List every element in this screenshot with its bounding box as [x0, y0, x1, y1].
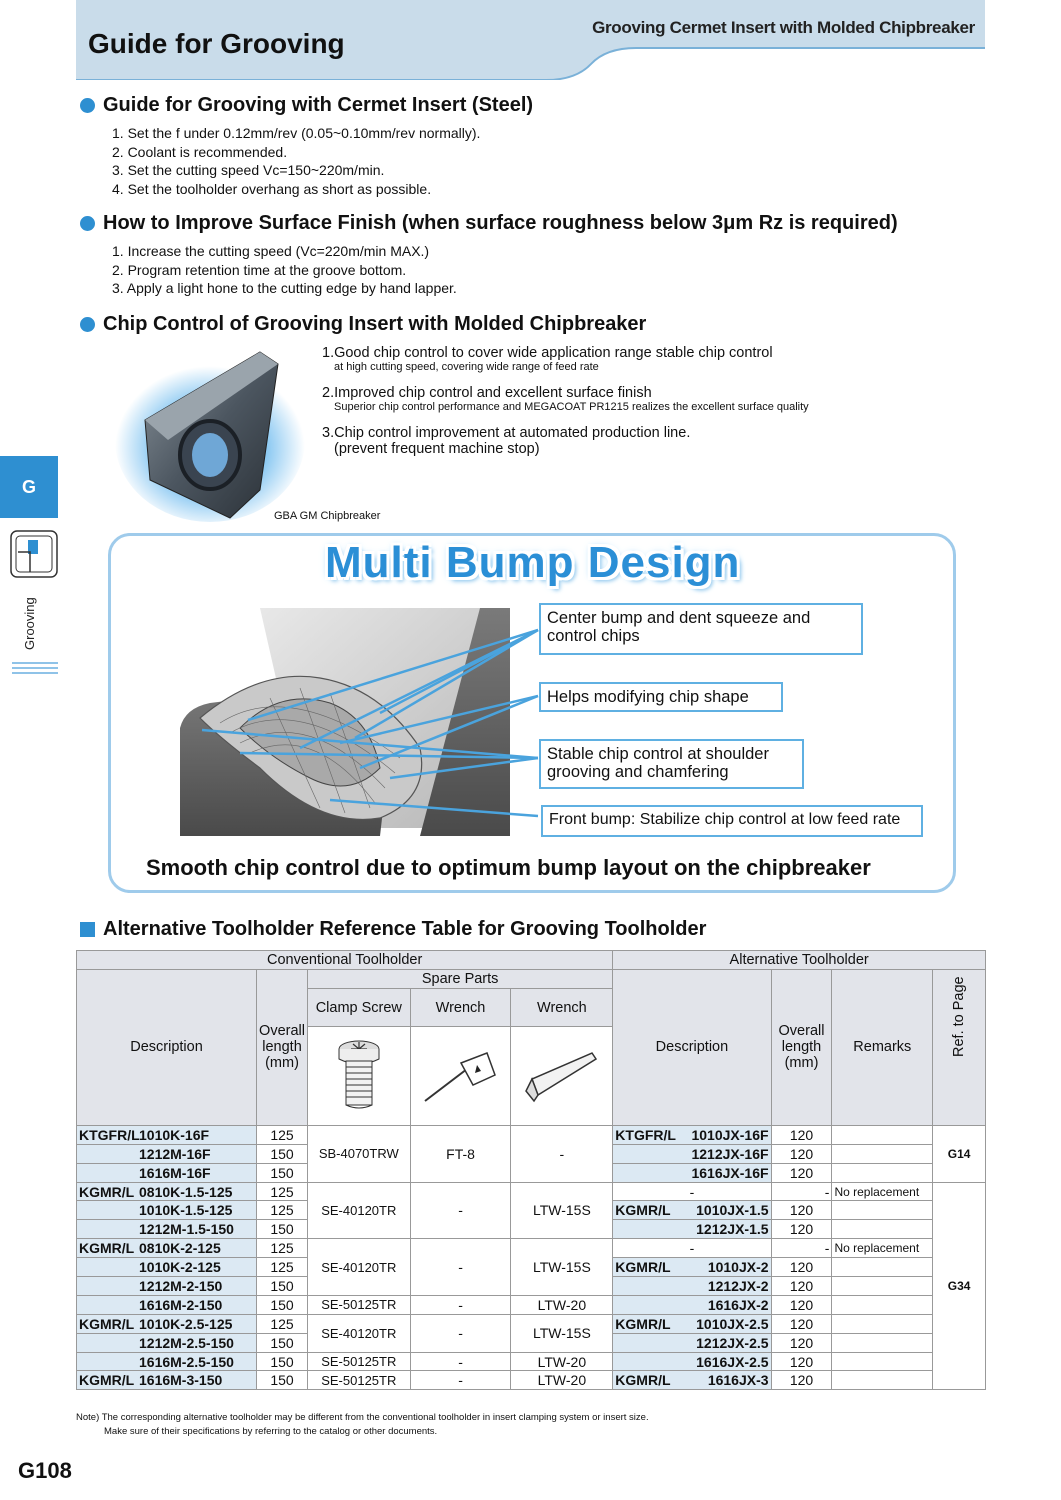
remarks — [832, 1258, 933, 1277]
conv-length: 125 — [257, 1201, 308, 1220]
wrench2-value: LTW-20 — [511, 1352, 613, 1371]
alt-length: 120 — [771, 1371, 832, 1390]
conv-description: 1212M-16F — [77, 1144, 257, 1163]
table-row — [77, 1125, 986, 1144]
remarks — [832, 1144, 933, 1163]
remarks — [832, 1163, 933, 1182]
alt-description: 1616JX-2 — [613, 1295, 771, 1314]
conv-description: KGMR/L 0810K-1.5-125 — [77, 1182, 257, 1201]
list-item: 2. Coolant is recommended. — [112, 143, 288, 160]
list-item: 1.Good chip control to cover wide application range stable chip control — [322, 345, 773, 361]
wrench1-value: - — [410, 1314, 511, 1352]
header-ref-page — [933, 969, 986, 1125]
clamp-screw-value: SE-40120TR — [307, 1182, 410, 1239]
conv-length: 125 — [257, 1239, 308, 1258]
conv-length: 125 — [257, 1314, 308, 1333]
page-subtitle: Grooving Cermet Insert with Molded Chipbreaker — [592, 18, 975, 37]
conv-length: 150 — [257, 1295, 308, 1314]
callout-chip-shape: Helps modifying chip shape — [539, 682, 783, 712]
header-remarks: Remarks — [832, 969, 933, 1125]
section2-heading: How to Improve Surface Finish (when surface roughness below 3μm Rz is required) — [80, 212, 898, 235]
insert-image — [110, 340, 310, 525]
table-row — [77, 1182, 986, 1201]
conv-description: 1616M-16F — [77, 1163, 257, 1182]
table-note — [76, 1411, 649, 1439]
alt-length: - — [771, 1182, 832, 1201]
list-item: 3.Chip control improvement at automated production line. — [322, 425, 691, 441]
wrench2-value: LTW-15S — [511, 1314, 613, 1352]
remarks: No replacement — [832, 1182, 933, 1201]
conv-length: 150 — [257, 1333, 308, 1352]
wrench-2-image — [511, 1027, 613, 1126]
section3-list — [322, 345, 809, 457]
alt-length: - — [771, 1239, 832, 1258]
alt-length: 120 — [771, 1258, 832, 1277]
alt-length: 120 — [771, 1277, 832, 1296]
conv-description: 1010K-2-125 — [77, 1258, 257, 1277]
wrench1-value: - — [410, 1295, 511, 1314]
conv-description: KGMR/L 1616M-3-150 — [77, 1371, 257, 1390]
list-item-detail: Superior chip control performance and MEGACOAT PR1215 realizes the excellent surface quality — [334, 401, 809, 413]
alt-description: 1212JX-16F — [613, 1144, 771, 1163]
ref-page[interactable]: G14 — [933, 1125, 986, 1182]
alt-length: 120 — [771, 1220, 832, 1239]
list-item: 2. Program retention time at the groove bottom. — [112, 261, 407, 278]
remarks — [832, 1201, 933, 1220]
header-description: Description — [77, 969, 257, 1125]
alt-description: 1212JX-2.5 — [613, 1333, 771, 1352]
alt-length: 120 — [771, 1163, 832, 1182]
remarks — [832, 1220, 933, 1239]
header-clamp-screw: Clamp Screw — [307, 988, 410, 1026]
wrench2-value: LTW-15S — [511, 1239, 613, 1296]
remarks — [832, 1371, 933, 1390]
wrench-1-image — [410, 1027, 511, 1126]
remarks — [832, 1277, 933, 1296]
wrench2-value: - — [511, 1125, 613, 1182]
header-alt-description: Description — [613, 969, 771, 1125]
multi-bump-title: Multi Bump Design — [325, 538, 741, 587]
section1-list — [112, 124, 480, 198]
insert-image-caption: GBA GM Chipbreaker — [274, 510, 381, 522]
list-item: 3. Apply a light hone to the cutting edge by hand lapper. — [112, 280, 457, 296]
conv-length: 150 — [257, 1163, 308, 1182]
table-row — [77, 1239, 986, 1258]
wrench1-value: FT-8 — [410, 1125, 511, 1182]
remarks — [832, 1295, 933, 1314]
table-row — [77, 1314, 986, 1333]
wrench1-value: - — [410, 1239, 511, 1296]
conv-description: 1212M-2.5-150 — [77, 1333, 257, 1352]
table-row — [77, 1371, 986, 1390]
header-overall-length: Overall length (mm) — [257, 969, 308, 1125]
header-wrench-2: Wrench — [511, 988, 613, 1026]
page-number: G108 — [18, 1458, 72, 1483]
conv-description: KGMR/L 0810K-2-125 — [77, 1239, 257, 1258]
note-line: Make sure of their specifications by referring to the catalog or other documents. — [104, 1426, 438, 1437]
torx-wrench-icon — [421, 1045, 501, 1105]
alt-length: 120 — [771, 1144, 832, 1163]
bullet-square-icon — [80, 922, 95, 937]
alt-description: - — [613, 1182, 771, 1201]
table-row — [77, 1352, 986, 1371]
wrench1-value: - — [410, 1371, 511, 1390]
bullet-icon — [80, 98, 95, 113]
list-item: 1. Set the f under 0.12mm/rev (0.05~0.10mm/rev normally). — [112, 125, 481, 141]
callout-shoulder-grooving: Stable chip control at shoulder grooving and chamfering — [539, 739, 804, 789]
alt-description: KTGFR/L 1010JX-16F — [613, 1125, 771, 1144]
grooving-icon — [10, 530, 58, 578]
header-alternative: Alternative Toolholder — [613, 951, 986, 970]
conv-description: 1616M-2.5-150 — [77, 1352, 257, 1371]
alt-description: 1212JX-2 — [613, 1277, 771, 1296]
section1-heading: Guide for Grooving with Cermet Insert (Steel) — [80, 94, 533, 117]
remarks — [832, 1333, 933, 1352]
clamp-screw-value: SB-4070TRW — [307, 1125, 410, 1182]
side-tab-stripes — [12, 662, 58, 677]
clamp-screw-value: SE-40120TR — [307, 1239, 410, 1296]
header-alt-overall-length: Overall length (mm) — [771, 969, 832, 1125]
alt-length: 120 — [771, 1295, 832, 1314]
alt-description: 1616JX-2.5 — [613, 1352, 771, 1371]
conv-length: 150 — [257, 1220, 308, 1239]
alt-length: 120 — [771, 1125, 832, 1144]
callout-leader-lines — [180, 608, 560, 838]
multi-bump-footer: Smooth chip control due to optimum bump layout on the chipbreaker — [146, 855, 871, 880]
bullet-icon — [80, 317, 95, 332]
conv-length: 125 — [257, 1182, 308, 1201]
list-item: 4. Set the toolholder overhang as short as possible. — [112, 180, 432, 197]
alt-description: - — [613, 1239, 771, 1258]
conv-description: 1212M-2-150 — [77, 1277, 257, 1296]
clamp-screw-value: SE-50125TR — [307, 1352, 410, 1371]
section3-heading: Chip Control of Grooving Insert with Molded Chipbreaker — [80, 313, 646, 336]
remarks — [832, 1314, 933, 1333]
wrench2-value: LTW-15S — [511, 1182, 613, 1239]
list-item-detail: (prevent frequent machine stop) — [334, 441, 540, 457]
callout-center-bump: Center bump and dent squeeze and control chips — [539, 603, 863, 655]
alt-description: KGMR/L 1010JX-2.5 — [613, 1314, 771, 1333]
conv-description: KTGFR/L1010K-16F — [77, 1125, 257, 1144]
alt-length: 120 — [771, 1201, 832, 1220]
conv-length: 150 — [257, 1352, 308, 1371]
remarks: No replacement — [832, 1239, 933, 1258]
table-heading: Alternative Toolholder Reference Table for Grooving Toolholder — [80, 918, 706, 941]
list-item-detail: at high cutting speed, covering wide range of feed rate — [334, 361, 599, 373]
conv-length: 150 — [257, 1277, 308, 1296]
alt-description: KGMR/L 1616JX-3 — [613, 1371, 771, 1390]
alt-description: 1212JX-1.5 — [613, 1220, 771, 1239]
header-ref-page-text: Ref. to Page — [951, 976, 968, 1058]
list-item: 3. Set the cutting speed Vc=150~220m/min. — [112, 162, 385, 178]
clamp-screw-image — [307, 1027, 410, 1126]
list-item: 2.Improved chip control and excellent surface finish — [322, 385, 652, 401]
section2-list — [112, 242, 457, 298]
conv-length: 150 — [257, 1144, 308, 1163]
alt-description: KGMR/L 1010JX-1.5 — [613, 1201, 771, 1220]
alt-length: 120 — [771, 1333, 832, 1352]
alt-description: 1616JX-16F — [613, 1163, 771, 1182]
ref-page[interactable]: G34 — [933, 1182, 986, 1390]
clamp-screw-value: SE-50125TR — [307, 1295, 410, 1314]
header-spare-parts: Spare Parts — [307, 969, 612, 988]
conv-description: 1010K-1.5-125 — [77, 1201, 257, 1220]
remarks — [832, 1125, 933, 1144]
wrench1-value: - — [410, 1352, 511, 1371]
conv-description: 1212M-1.5-150 — [77, 1220, 257, 1239]
table-row — [77, 1295, 986, 1314]
page-title: Guide for Grooving — [88, 28, 345, 59]
conv-length: 125 — [257, 1125, 308, 1144]
reference-table — [76, 950, 986, 1390]
list-item: 1. Increase the cutting speed (Vc=220m/min MAX.) — [112, 243, 430, 259]
alt-description: KGMR/L 1010JX-2 — [613, 1258, 771, 1277]
wrench2-value: LTW-20 — [511, 1295, 613, 1314]
note-line: Note) The corresponding alternative toolholder may be different from the conventional toolholder in insert clamping system or insert size. — [76, 1412, 649, 1423]
conv-description: KGMR/L 1010K-2.5-125 — [77, 1314, 257, 1333]
header-conventional: Conventional Toolholder — [77, 951, 613, 970]
header-wrench-1: Wrench — [410, 988, 511, 1026]
conv-length: 150 — [257, 1371, 308, 1390]
clamp-screw-value: SE-50125TR — [307, 1371, 410, 1390]
alt-length: 120 — [771, 1314, 832, 1333]
side-tab-label: Grooving — [22, 597, 37, 650]
alt-length: 120 — [771, 1352, 832, 1371]
side-tab-letter[interactable]: G — [0, 456, 58, 518]
conv-length: 125 — [257, 1258, 308, 1277]
callout-front-bump: Front bump: Stabilize chip control at low feed rate — [541, 805, 923, 837]
clamp-screw-value: SE-40120TR — [307, 1314, 410, 1352]
l-wrench-icon — [522, 1045, 602, 1105]
wrench2-value: LTW-20 — [511, 1371, 613, 1390]
wrench1-value: - — [410, 1182, 511, 1239]
screw-icon — [334, 1039, 384, 1111]
conv-description: 1616M-2-150 — [77, 1295, 257, 1314]
remarks — [832, 1352, 933, 1371]
bullet-icon — [80, 216, 95, 231]
